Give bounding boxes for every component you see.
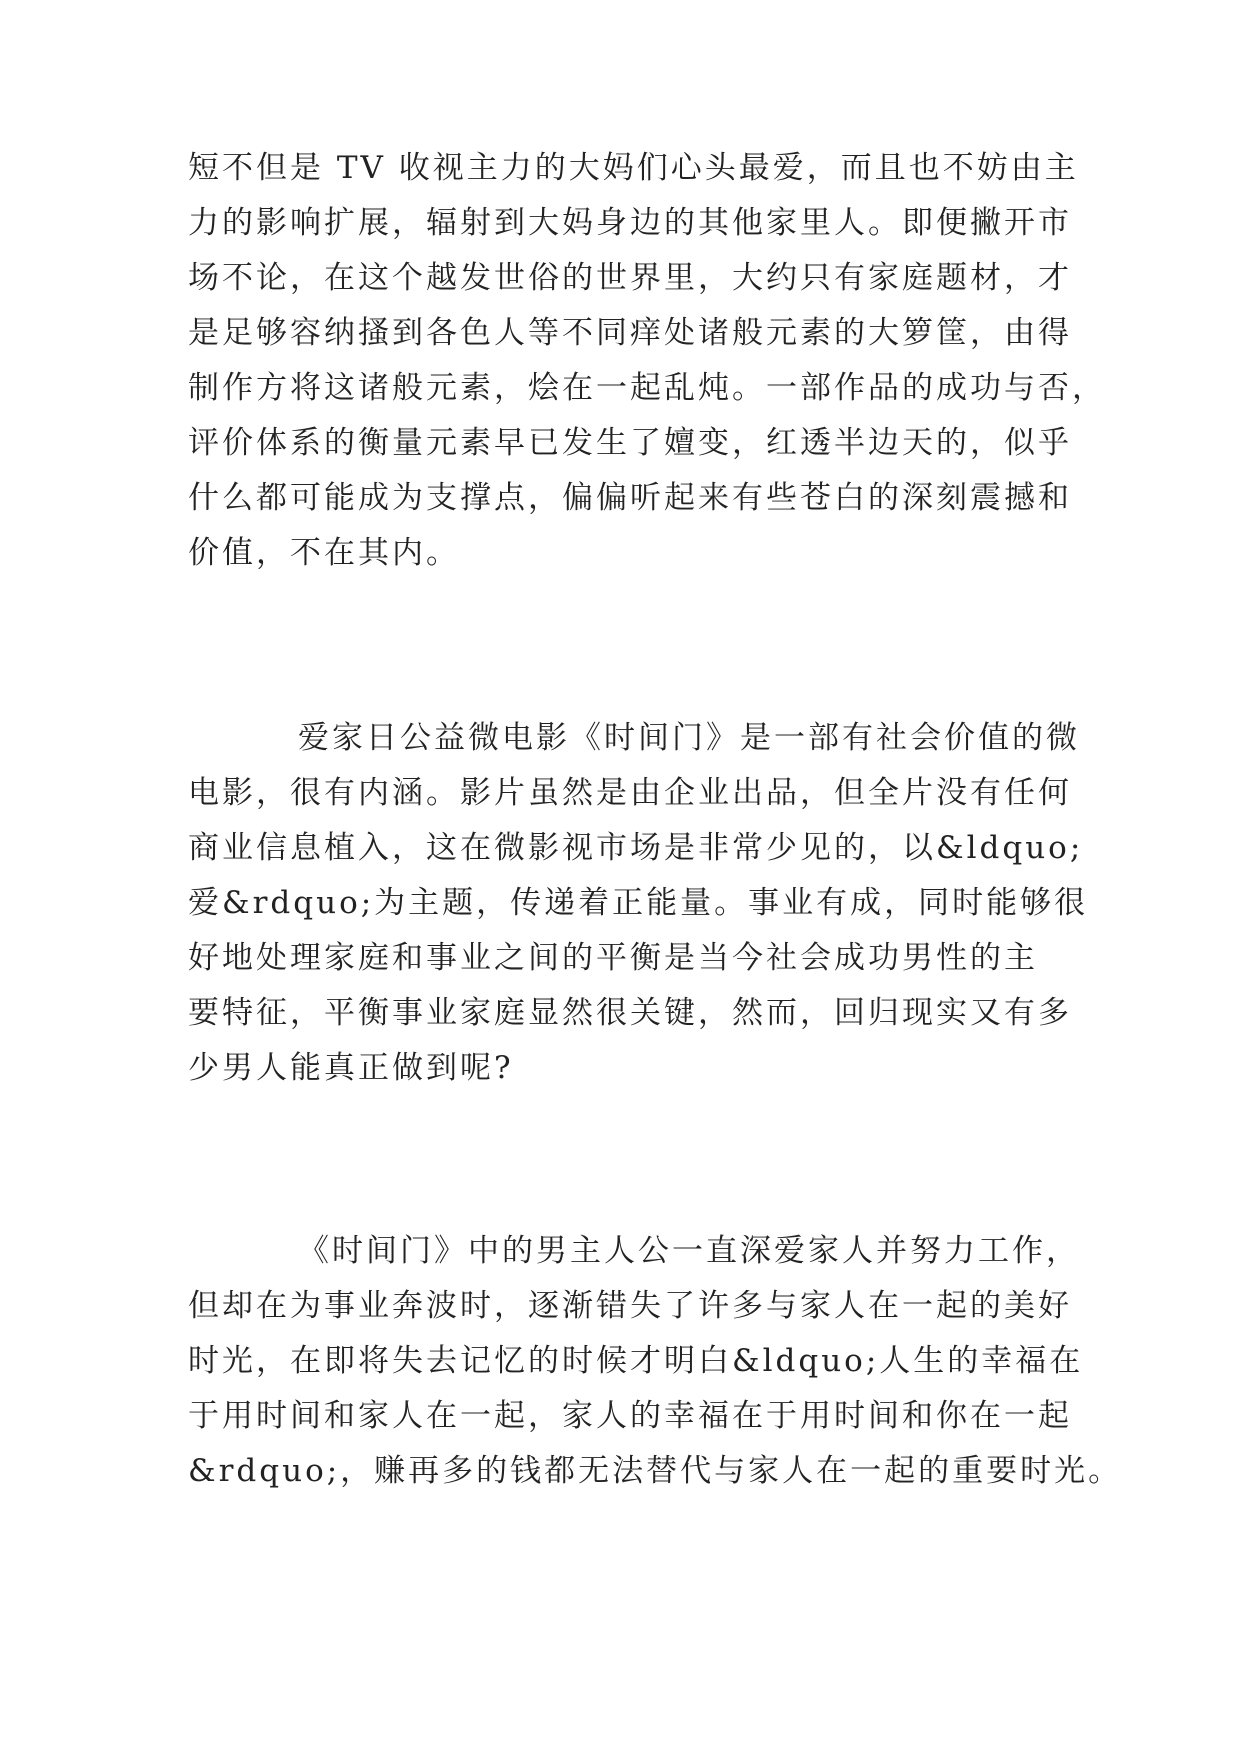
paragraph-1-line-7: 什么都可能成为支撑点，偏偏听起来有些苍白的深刻震撼和: [188, 480, 1072, 516]
paragraph-1-line-1: 短不但是 TV 收视主力的大妈们心头最爱，而且也不妨由主: [188, 150, 1079, 186]
paragraph-1-line-2: 力的影响扩展，辐射到大妈身边的其他家里人。即便撇开市: [188, 205, 1072, 241]
paragraph-1-line-8: 价值，不在其内。: [188, 535, 460, 571]
paragraph-2-line-7: 少男人能真正做到呢?: [188, 1050, 514, 1086]
paragraph-3-line-4: 于用时间和家人在一起，家人的幸福在于用时间和你在一起: [188, 1398, 1072, 1434]
paragraph-3-line-3: 时光，在即将失去记忆的时候才明白&ldquo;人生的幸福在: [188, 1343, 1084, 1379]
paragraph-2-line-3: 商业信息植入，这在微影视市场是非常少见的，以&ldquo;: [188, 830, 1084, 866]
paragraph-1-line-5: 制作方将这诸般元素，烩在一起乱炖。一部作品的成功与否，: [188, 370, 1106, 406]
paragraph-3-line-2: 但却在为事业奔波时，逐渐错失了许多与家人在一起的美好: [188, 1288, 1072, 1324]
paragraph-3-line-5: &rdquo;，赚再多的钱都无法替代与家人在一起的重要时光。: [188, 1453, 1123, 1489]
paragraph-2-line-1: 爱家日公益微电影《时间门》是一部有社会价值的微: [298, 720, 1080, 756]
paragraph-2-line-2: 电影，很有内涵。影片虽然是由企业出品，但全片没有任何: [188, 775, 1072, 811]
paragraph-2-line-5: 好地处理家庭和事业之间的平衡是当今社会成功男性的主: [188, 940, 1038, 976]
paragraph-1-line-4: 是足够容纳搔到各色人等不同痒处诸般元素的大箩筐，由得: [188, 315, 1072, 351]
paragraph-1-line-6: 评价体系的衡量元素早已发生了嬗变，红透半边天的，似乎: [188, 425, 1072, 461]
paragraph-3-line-1: 《时间门》中的男主人公一直深爱家人并努力工作，: [298, 1233, 1080, 1269]
paragraph-1-line-3: 场不论，在这个越发世俗的世界里，大约只有家庭题材，才: [188, 260, 1072, 296]
paragraph-2-line-4: 爱&rdquo;为主题，传递着正能量。事业有成，同时能够很: [188, 885, 1089, 921]
paragraph-2-line-6: 要特征，平衡事业家庭显然很关键，然而，回归现实又有多: [188, 995, 1072, 1031]
